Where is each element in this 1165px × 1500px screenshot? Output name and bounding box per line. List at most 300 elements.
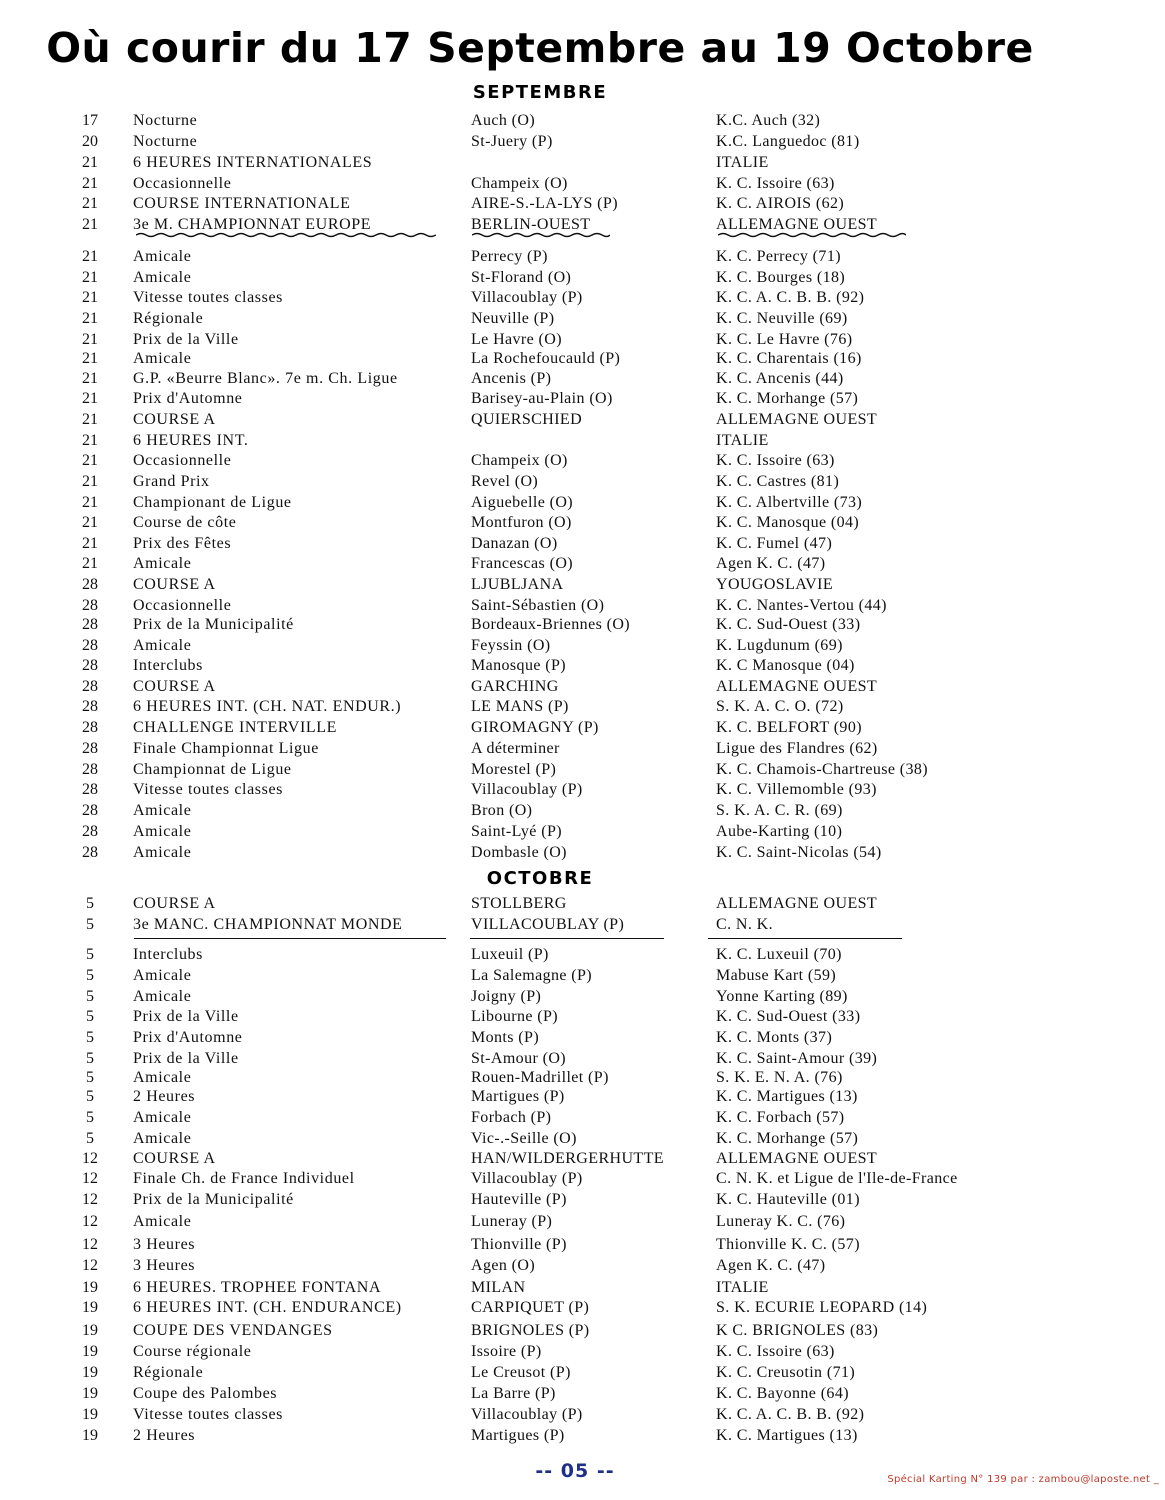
event-club: S. K. A. C. R. (69): [716, 802, 843, 819]
event-name: 3 Heures: [133, 1257, 196, 1274]
event-day: 21: [82, 390, 98, 407]
event-day: 12: [82, 1257, 98, 1274]
event-row: [0, 1277, 1165, 1298]
event-name: Amicale: [133, 844, 192, 861]
event-location: LJUBLJANA: [471, 576, 564, 593]
event-row: [0, 676, 1165, 697]
event-location: VILLACOUBLAY (P): [471, 916, 625, 933]
event-row: [0, 614, 1165, 635]
event-day: 21: [82, 370, 98, 387]
month-heading-october: OCTOBRE: [486, 868, 594, 889]
event-row: [0, 512, 1165, 533]
event-name: Prix de la Ville: [133, 1050, 239, 1067]
event-name: COUPE DES VENDANGES: [133, 1322, 333, 1339]
event-club: K. C. Fumel (47): [716, 535, 833, 552]
event-club: K. C. Sud-Ouest (33): [716, 616, 861, 633]
event-name: 3 Heures: [133, 1236, 196, 1253]
underline-event: [134, 938, 446, 939]
event-row: [0, 1211, 1165, 1232]
event-location: Villacoublay (P): [471, 289, 583, 306]
event-row: [0, 173, 1165, 194]
event-row: [0, 1006, 1165, 1027]
event-club: K. C. Morhange (57): [716, 390, 859, 407]
event-location: Montfuron (O): [471, 514, 572, 531]
event-day: 21: [82, 331, 98, 348]
event-day: 28: [82, 698, 98, 715]
event-row: [0, 388, 1165, 409]
event-location: BERLIN-OUEST: [471, 216, 591, 233]
event-name: Vitesse toutes classes: [133, 781, 283, 798]
month-heading-september: SEPTEMBRE: [472, 82, 608, 103]
event-club: K. C. Saint-Amour (39): [716, 1050, 878, 1067]
event-name: COURSE A: [133, 411, 216, 428]
event-location: Francescas (O): [471, 555, 573, 572]
event-club: K. C. Manosque (04): [716, 514, 860, 531]
event-row: [0, 821, 1165, 842]
event-day: 28: [82, 616, 98, 633]
event-row: [0, 1320, 1165, 1341]
event-day: 21: [82, 350, 98, 367]
event-location: Bordeaux-Briennes (O): [471, 616, 631, 633]
event-location: Thionville (P): [471, 1236, 567, 1253]
event-club: K. C. Albertville (73): [716, 494, 863, 511]
event-club: S. K. A. C. O. (72): [716, 698, 844, 715]
event-name: 3e MANC. CHAMPIONNAT MONDE: [133, 916, 403, 933]
event-name: G.P. «Beurre Blanc». 7e m. Ch. Ligue: [133, 370, 398, 387]
event-day: 19: [82, 1427, 98, 1444]
event-row: [0, 1362, 1165, 1383]
event-row: [0, 492, 1165, 513]
event-name: COURSE INTERNATIONALE: [133, 195, 351, 212]
event-row: [0, 1168, 1165, 1189]
event-name: Occasionnelle: [133, 452, 232, 469]
event-row: [0, 574, 1165, 595]
event-club: ITALIE: [716, 154, 769, 171]
event-name: Amicale: [133, 823, 192, 840]
event-location: Villacoublay (P): [471, 1406, 583, 1423]
event-club: K. C. A. C. B. B. (92): [716, 1406, 865, 1423]
event-day: 28: [82, 576, 98, 593]
event-day: 28: [82, 844, 98, 861]
event-club: K. C. Ancenis (44): [716, 370, 844, 387]
event-name: Occasionnelle: [133, 597, 232, 614]
event-day: 20: [82, 133, 98, 150]
event-club: K. C. Saint-Nicolas (54): [716, 844, 882, 861]
event-location: Neuville (P): [471, 310, 555, 327]
event-row: [0, 655, 1165, 676]
underline-location: [470, 938, 664, 939]
event-club: C. N. K. et Ligue de l'Ile-de-France: [716, 1170, 958, 1187]
event-name: Nocturne: [133, 112, 198, 129]
event-club: K.C. Auch (32): [716, 112, 821, 129]
event-row: [0, 450, 1165, 471]
event-name: Interclubs: [133, 657, 203, 674]
event-day: 21: [82, 452, 98, 469]
event-row: [0, 717, 1165, 738]
event-row: [0, 1086, 1165, 1107]
event-row: [0, 1027, 1165, 1048]
event-day: 28: [82, 678, 98, 695]
event-name: CHALLENGE INTERVILLE: [133, 719, 338, 736]
event-location: St-Amour (O): [471, 1050, 567, 1067]
event-club: ITALIE: [716, 432, 769, 449]
event-name: 6 HEURES. TROPHEE FONTANA: [133, 1279, 382, 1296]
event-name: Amicale: [133, 1213, 192, 1230]
event-club: K. C. Monts (37): [716, 1029, 833, 1046]
event-location: Perrecy (P): [471, 248, 548, 265]
event-location: Martigues (P): [471, 1427, 565, 1444]
event-day: 28: [82, 781, 98, 798]
event-day: 28: [82, 740, 98, 757]
event-location: Feyssin (O): [471, 637, 551, 654]
underline-club: [708, 938, 902, 939]
event-day: 17: [82, 112, 98, 129]
event-club: Aube-Karting (10): [716, 823, 843, 840]
event-day: 5: [86, 1130, 94, 1147]
event-row: [0, 553, 1165, 574]
event-location: St-Juery (P): [471, 133, 553, 150]
event-location: Champeix (O): [471, 452, 568, 469]
event-day: 21: [82, 535, 98, 552]
event-name: Vitesse toutes classes: [133, 289, 283, 306]
event-row: [0, 1107, 1165, 1128]
event-location: Barisey-au-Plain (O): [471, 390, 613, 407]
event-club: C. N. K.: [716, 916, 773, 933]
event-location: La Barre (P): [471, 1385, 556, 1402]
event-day: 21: [82, 473, 98, 490]
event-location: Issoire (P): [471, 1343, 542, 1360]
event-name: Finale Ch. de France Individuel: [133, 1170, 355, 1187]
event-club: Mabuse Kart (59): [716, 967, 837, 984]
event-day: 5: [86, 895, 94, 912]
event-club: K. C. BELFORT (90): [716, 719, 862, 736]
event-row: [0, 1404, 1165, 1425]
event-club: K. Lugdunum (69): [716, 637, 843, 654]
event-name: Amicale: [133, 1130, 192, 1147]
event-club: K.C. Languedoc (81): [716, 133, 860, 150]
event-location: Auch (O): [471, 112, 536, 129]
event-row: [0, 193, 1165, 214]
event-name: Coupe des Palombes: [133, 1385, 278, 1402]
event-day: 21: [82, 555, 98, 572]
event-club: Luneray K. C. (76): [716, 1213, 846, 1230]
event-location: Le Havre (O): [471, 331, 562, 348]
event-location: BRIGNOLES (P): [471, 1322, 590, 1339]
event-row: [0, 131, 1165, 152]
event-location: Vic-.-Seille (O): [471, 1130, 577, 1147]
event-location: Martigues (P): [471, 1088, 565, 1105]
event-location: Danazan (O): [471, 535, 558, 552]
event-location: Le Creusot (P): [471, 1364, 571, 1381]
event-day: 21: [82, 216, 98, 233]
event-club: K. C. Martigues (13): [716, 1088, 858, 1105]
event-row: [0, 152, 1165, 173]
event-location: CARPIQUET (P): [471, 1299, 590, 1316]
event-club: S. K. ECURIE LEOPARD (14): [716, 1299, 928, 1316]
event-club: K. C. Issoire (63): [716, 452, 835, 469]
event-location: La Rochefoucauld (P): [471, 350, 621, 367]
event-day: 21: [82, 269, 98, 286]
event-name: 6 HEURES INT.: [133, 432, 249, 449]
event-location: Luxeuil (P): [471, 946, 549, 963]
event-club: K. C. Bayonne (64): [716, 1385, 849, 1402]
event-row: [0, 287, 1165, 308]
event-location: Forbach (P): [471, 1109, 552, 1126]
event-location: Ancenis (P): [471, 370, 552, 387]
event-club: K. C. Neuville (69): [716, 310, 848, 327]
event-name: COURSE A: [133, 1150, 216, 1167]
event-club: K. C. Luxeuil (70): [716, 946, 842, 963]
event-row: [0, 1189, 1165, 1210]
event-location: HAN/WILDERGERHUTTE: [471, 1150, 664, 1167]
event-name: 6 HEURES INTERNATIONALES: [133, 154, 373, 171]
event-club: K. C. Creusotin (71): [716, 1364, 856, 1381]
page-title: Où courir du 17 Septembre au 19 Octobre: [46, 24, 1034, 72]
event-location: Saint-Sébastien (O): [471, 597, 605, 614]
event-club: K. C. Chamois-Chartreuse (38): [716, 761, 929, 778]
event-club: Agen K. C. (47): [716, 555, 826, 572]
event-day: 19: [82, 1299, 98, 1316]
event-day: 21: [82, 248, 98, 265]
event-row: [0, 348, 1165, 369]
event-day: 5: [86, 1050, 94, 1067]
event-day: 28: [82, 823, 98, 840]
event-row: [0, 1383, 1165, 1404]
event-club: Yonne Karting (89): [716, 988, 848, 1005]
event-location: LE MANS (P): [471, 698, 569, 715]
event-day: 5: [86, 1069, 94, 1086]
event-club: K. C. Charentais (16): [716, 350, 862, 367]
event-location: Libourne (P): [471, 1008, 559, 1025]
event-day: 21: [82, 154, 98, 171]
event-club: K. C. A. C. B. B. (92): [716, 289, 865, 306]
event-row: [0, 1234, 1165, 1255]
event-club: ITALIE: [716, 1279, 769, 1296]
event-name: 2 Heures: [133, 1088, 196, 1105]
event-name: Régionale: [133, 1364, 204, 1381]
event-day: 21: [82, 514, 98, 531]
event-row: [0, 110, 1165, 131]
event-location: Agen (O): [471, 1257, 536, 1274]
event-row: [0, 246, 1165, 267]
event-name: Prix des Fêtes: [133, 535, 232, 552]
event-club: K. C. Hauteville (01): [716, 1191, 860, 1208]
event-day: 28: [82, 719, 98, 736]
event-location: A déterminer: [471, 740, 560, 757]
event-day: 19: [82, 1406, 98, 1423]
event-name: Vitesse toutes classes: [133, 1406, 283, 1423]
event-row: [0, 986, 1165, 1007]
event-club: K. C. Villemomble (93): [716, 781, 877, 798]
event-day: 21: [82, 432, 98, 449]
event-location: Rouen-Madrillet (P): [471, 1069, 609, 1086]
event-row: [0, 267, 1165, 288]
event-row: [0, 595, 1165, 616]
event-row: [0, 800, 1165, 821]
event-location: QUIERSCHIED: [471, 411, 583, 428]
event-name: COURSE A: [133, 576, 216, 593]
event-name: Amicale: [133, 1069, 192, 1086]
event-day: 28: [82, 802, 98, 819]
event-day: 5: [86, 1008, 94, 1025]
event-club: K. C. Martigues (13): [716, 1427, 858, 1444]
event-row: [0, 1067, 1165, 1088]
event-club: Thionville K. C. (57): [716, 1236, 860, 1253]
event-location: Saint-Lyé (P): [471, 823, 562, 840]
event-club: K. C. AIROIS (62): [716, 195, 845, 212]
event-location: Morestel (P): [471, 761, 557, 778]
wavy-underline-event: [136, 232, 436, 238]
event-club: K. C. Issoire (63): [716, 1343, 835, 1360]
event-name: Grand Prix: [133, 473, 210, 490]
event-name: Course régionale: [133, 1343, 252, 1360]
event-row: [0, 329, 1165, 350]
event-club: K. C. Sud-Ouest (33): [716, 1008, 861, 1025]
event-name: 6 HEURES INT. (CH. ENDURANCE): [133, 1299, 402, 1316]
event-name: Championant de Ligue: [133, 494, 292, 511]
event-club: K C. BRIGNOLES (83): [716, 1322, 879, 1339]
event-row: [0, 914, 1165, 935]
event-name: COURSE A: [133, 678, 216, 695]
event-club: Ligue des Flandres (62): [716, 740, 878, 757]
event-row: [0, 368, 1165, 389]
event-row: [0, 779, 1165, 800]
event-day: 12: [82, 1213, 98, 1230]
event-row: [0, 696, 1165, 717]
event-location: Manosque (P): [471, 657, 567, 674]
event-club: K. C. Morhange (57): [716, 1130, 859, 1147]
event-club: K. C. Forbach (57): [716, 1109, 845, 1126]
event-location: GIROMAGNY (P): [471, 719, 599, 736]
event-day: 5: [86, 967, 94, 984]
event-location: Dombasle (O): [471, 844, 567, 861]
event-club: ALLEMAGNE OUEST: [716, 216, 878, 233]
event-location: La Salemagne (P): [471, 967, 593, 984]
event-day: 21: [82, 411, 98, 428]
event-name: Amicale: [133, 967, 192, 984]
event-club: K. C. Issoire (63): [716, 175, 835, 192]
event-name: Prix de la Ville: [133, 1008, 239, 1025]
event-row: [0, 635, 1165, 656]
event-name: Prix de la Municipalité: [133, 616, 294, 633]
event-location: St-Florand (O): [471, 269, 572, 286]
event-row: [0, 759, 1165, 780]
event-location: Villacoublay (P): [471, 781, 583, 798]
event-row: [0, 965, 1165, 986]
event-day: 19: [82, 1279, 98, 1296]
event-name: Amicale: [133, 555, 192, 572]
event-row: [0, 1148, 1165, 1169]
event-row: [0, 1341, 1165, 1362]
event-row: [0, 533, 1165, 554]
event-location: Aiguebelle (O): [471, 494, 574, 511]
event-name: Course de côte: [133, 514, 237, 531]
event-day: 12: [82, 1191, 98, 1208]
event-day: 28: [82, 761, 98, 778]
event-row: [0, 944, 1165, 965]
event-day: 28: [82, 597, 98, 614]
event-club: ALLEMAGNE OUEST: [716, 1150, 878, 1167]
event-row: [0, 842, 1165, 863]
event-day: 21: [82, 175, 98, 192]
event-location: Luneray (P): [471, 1213, 553, 1230]
wavy-underline-location: [472, 232, 610, 238]
event-club: ALLEMAGNE OUEST: [716, 895, 878, 912]
event-name: Amicale: [133, 248, 192, 265]
event-day: 21: [82, 289, 98, 306]
event-club: ALLEMAGNE OUEST: [716, 678, 878, 695]
event-row: [0, 409, 1165, 430]
event-name: Finale Championnat Ligue: [133, 740, 319, 757]
event-day: 28: [82, 637, 98, 654]
event-day: 12: [82, 1236, 98, 1253]
event-day: 5: [86, 1109, 94, 1126]
event-location: Revel (O): [471, 473, 539, 490]
event-name: Prix d'Automne: [133, 390, 243, 407]
event-location: GARCHING: [471, 678, 559, 695]
event-row: [0, 430, 1165, 451]
footer-credit: Spécial Karting N° 139 par : zambou@laposte.net _: [887, 1474, 1159, 1485]
event-name: Nocturne: [133, 133, 198, 150]
event-location: Villacoublay (P): [471, 1170, 583, 1187]
page-number: -- 05 --: [535, 1460, 615, 1482]
event-name: Amicale: [133, 1109, 192, 1126]
event-name: Amicale: [133, 350, 192, 367]
event-location: AIRE-S.-LA-LYS (P): [471, 195, 618, 212]
event-name: Régionale: [133, 310, 204, 327]
event-club: K. C Manosque (04): [716, 657, 855, 674]
event-row: [0, 308, 1165, 329]
event-row: [0, 1128, 1165, 1149]
event-day: 21: [82, 195, 98, 212]
event-day: 19: [82, 1343, 98, 1360]
event-day: 12: [82, 1150, 98, 1167]
event-day: 21: [82, 494, 98, 511]
event-day: 19: [82, 1385, 98, 1402]
event-row: [0, 1048, 1165, 1069]
event-name: Prix de la Municipalité: [133, 1191, 294, 1208]
event-day: 5: [86, 1088, 94, 1105]
event-row: [0, 1255, 1165, 1276]
wavy-underline-club: [718, 232, 906, 238]
event-name: Interclubs: [133, 946, 203, 963]
event-row: [0, 893, 1165, 914]
event-club: K. C. Le Havre (76): [716, 331, 853, 348]
event-day: 5: [86, 988, 94, 1005]
event-day: 19: [82, 1364, 98, 1381]
event-location: Joigny (P): [471, 988, 542, 1005]
event-club: K. C. Nantes-Vertou (44): [716, 597, 887, 614]
event-name: COURSE A: [133, 895, 216, 912]
event-day: 5: [86, 946, 94, 963]
event-name: 6 HEURES INT. (CH. NAT. ENDUR.): [133, 698, 402, 715]
event-club: K. C. Castres (81): [716, 473, 840, 490]
event-club: YOUGOSLAVIE: [716, 576, 833, 593]
event-location: Hauteville (P): [471, 1191, 567, 1208]
event-club: S. K. E. N. A. (76): [716, 1069, 843, 1086]
event-club: Agen K. C. (47): [716, 1257, 826, 1274]
event-row: [0, 1297, 1165, 1318]
event-day: 5: [86, 1029, 94, 1046]
event-name: Amicale: [133, 802, 192, 819]
event-name: Prix de la Ville: [133, 331, 239, 348]
event-name: 3e M. CHAMPIONNAT EUROPE: [133, 216, 372, 233]
event-name: Amicale: [133, 269, 192, 286]
event-club: K. C. Bourges (18): [716, 269, 846, 286]
event-name: Occasionnelle: [133, 175, 232, 192]
event-club: ALLEMAGNE OUEST: [716, 411, 878, 428]
event-name: 2 Heures: [133, 1427, 196, 1444]
